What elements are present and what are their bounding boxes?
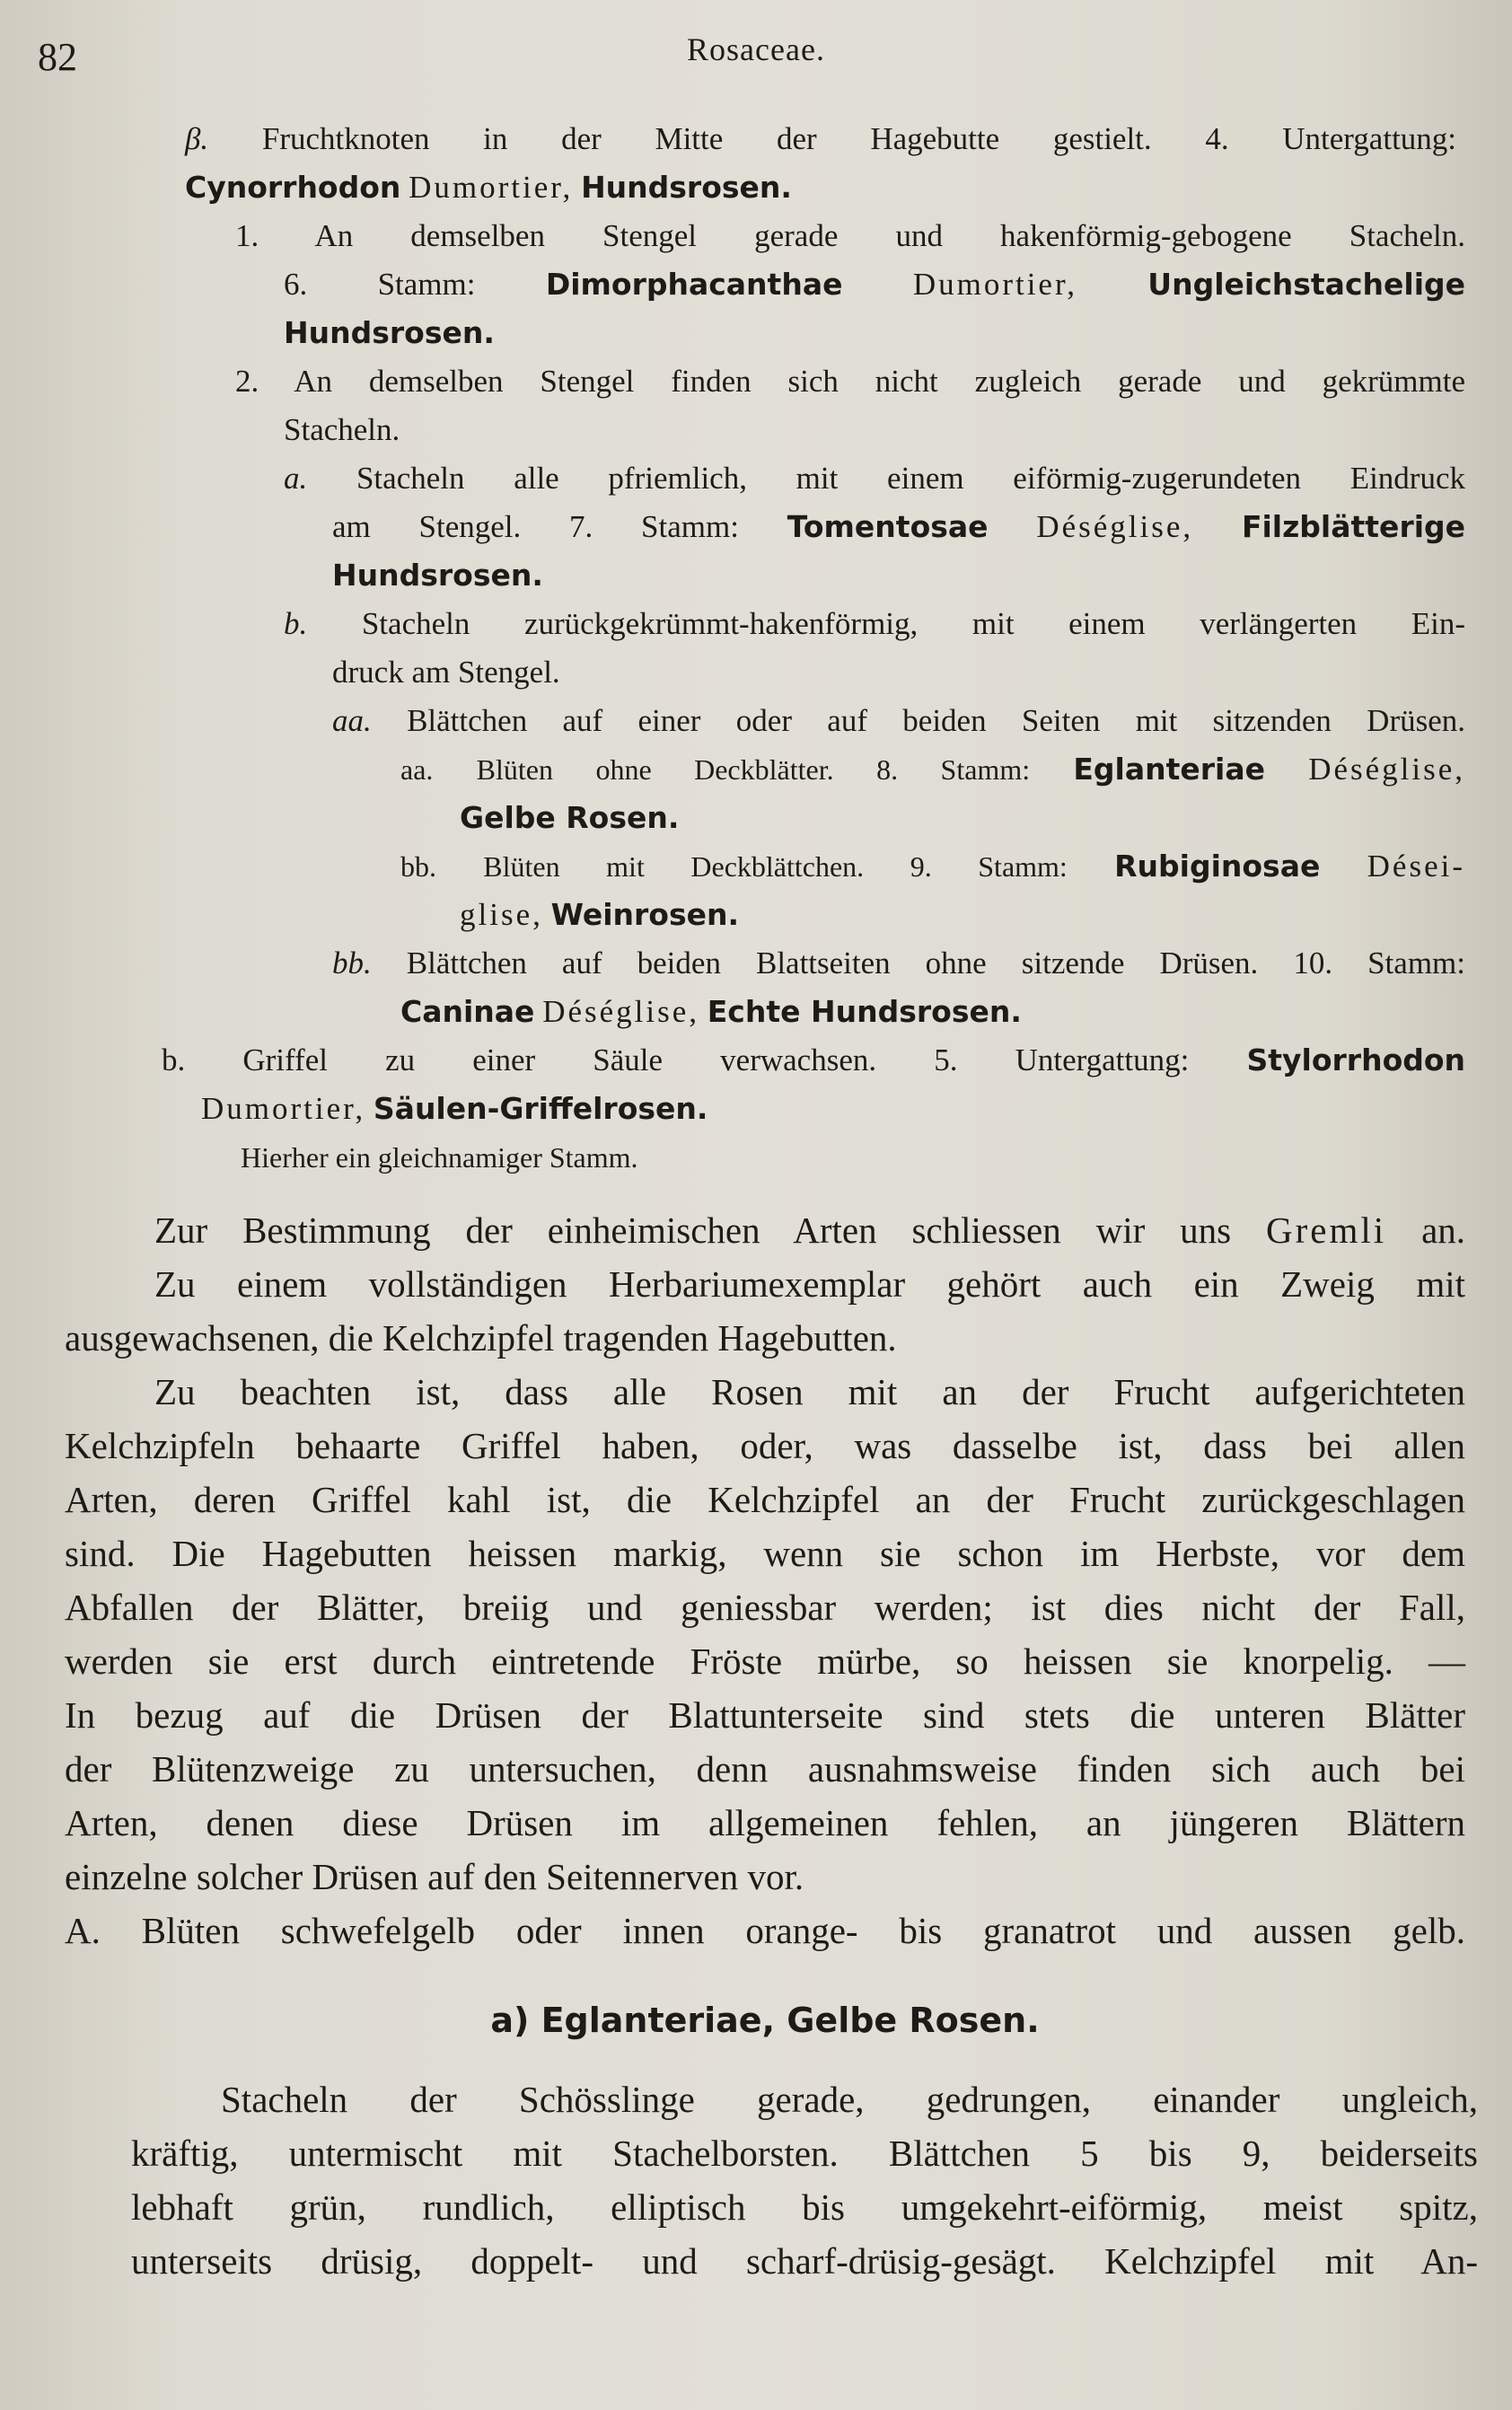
key-marker: 2.	[235, 364, 259, 399]
paragraph-2-line-1: Zu einem vollständigen Herbariumexemplar gehört auch ein Zweig mit	[154, 1263, 1465, 1305]
body-text	[65, 1203, 1478, 2288]
text-run: an.	[1421, 1209, 1466, 1251]
key-text: druck am Stengel.	[332, 655, 560, 690]
paragraph-2-line-2: ausgewachsenen, die Kelchzipfel tragenden Hagebutten.	[65, 1317, 897, 1359]
key-text: An demselben Stengel finden sich nicht zugleich gerade und gekrümmte	[294, 364, 1465, 399]
key-aa-line	[332, 697, 1465, 745]
common-name: Echte Hundsrosen.	[707, 994, 1022, 1029]
key-text: Stacheln zurückgekrümmt-hakenförmig, mit einem verlängerten Ein-	[361, 606, 1465, 641]
key-1-line-1	[235, 212, 1465, 260]
taxon-name: Eglanteriae	[1073, 752, 1265, 787]
key-marker: 1.	[235, 218, 259, 253]
common-name: Weinrosen.	[550, 897, 740, 932]
paragraph-3-line-4: sind. Die Hagebutten heissen markig, wenn sie schon im Herbste, vor dem	[65, 1533, 1465, 1574]
key-2-line-1	[235, 357, 1465, 406]
key-marker: aa.	[400, 753, 434, 786]
key-text: An demselben Stengel gerade und hakenförmig-gebogene Stacheln.	[314, 218, 1466, 253]
paragraph-3-line-3: Arten, deren Griffel kahl ist, die Kelchzipfel an der Frucht zurückgeschlagen	[65, 1479, 1465, 1520]
page-header	[0, 27, 1512, 81]
key-bb-line-2	[400, 988, 1465, 1036]
paragraph-3-line-1: Zu beachten ist, dass alle Rosen mit an der Frucht aufgerichteten	[154, 1371, 1465, 1412]
key-text: Blättchen auf einer oder auf beiden Seiten mit sitzenden Drüsen.	[407, 703, 1466, 738]
paragraph-3-line-6: werden sie erst durch eintretende Fröste mürbe, so heissen sie knorpelig. —	[65, 1640, 1465, 1682]
key-B-line-1	[162, 1036, 1465, 1085]
paragraph-3-line-8: der Blütenzweige zu untersuchen, denn ausnahmsweise finden sich auch bei	[65, 1748, 1465, 1790]
key-marker: bb.	[332, 946, 372, 981]
taxon-name: Caninae	[400, 994, 535, 1029]
key-aa1-line-1	[400, 745, 1465, 794]
common-name: Hundsrosen.	[284, 315, 495, 350]
key-b-line-1	[284, 600, 1465, 648]
key-text: Griffel zu einer Säule verwachsen. 5. Untergattung:	[242, 1042, 1190, 1077]
key-text: Blüten mit Deckblättchen. 9. Stamm:	[483, 850, 1068, 883]
taxon-name: Stylorrhodon	[1246, 1042, 1466, 1077]
key-marker: b.	[162, 1042, 186, 1077]
paragraph-3-line-10: einzelne solcher Drüsen auf den Seitennerven vor.	[65, 1856, 804, 1897]
section-heading: a) Eglanteriae, Gelbe Rosen.	[490, 2001, 1040, 2040]
key-text: Blüten ohne Deckblätter. 8. Stamm:	[476, 753, 1031, 786]
key-1-line-2	[284, 260, 1465, 309]
key-text: Stacheln.	[284, 412, 400, 447]
key-a-line-1	[284, 454, 1465, 503]
taxon-author: Dumortier,	[409, 170, 574, 205]
taxon-name: Cynorrhodon	[185, 170, 401, 205]
key-bb-line-1	[332, 939, 1465, 988]
paragraph-3-line-9: Arten, denen diese Drüsen im allgemeinen fehlen, an jüngeren Blättern	[65, 1802, 1465, 1843]
common-name: Säulen-Griffelrosen.	[373, 1091, 708, 1126]
key-marker: bb.	[400, 850, 436, 883]
description-line-2: kräftig, untermischt mit Stachelborsten. Blättchen 5 bis 9, beiderseits	[131, 2133, 1478, 2174]
stamm-label: 6. Stamm:	[284, 267, 476, 302]
key-marker: aa.	[332, 703, 372, 738]
taxon-author: Déséglise,	[1036, 509, 1194, 544]
text-run: Zur Bestimmung der einheimischen Arten schliessen wir uns	[154, 1209, 1232, 1251]
paragraph-1	[154, 1203, 1465, 1257]
key-a-line-3	[332, 551, 1465, 600]
taxon-author: Dumortier,	[201, 1091, 366, 1126]
description-line-1: Stacheln der Schösslinge gerade, gedrungen, einander ungleich,	[221, 2079, 1478, 2120]
key-B-note: Hierher ein gleichnamiger Stamm.	[241, 1141, 638, 1174]
key-beta-line-2	[185, 163, 1456, 212]
key-A-line: A. Blüten schwefelgelb oder innen orange- bis granatrot und aussen gelb.	[65, 1910, 1465, 1951]
taxon-author: glise,	[460, 897, 543, 932]
key-1-line-3	[284, 309, 1465, 357]
species-description	[131, 2072, 1478, 2288]
taxon-name: Dimorphacanthae	[545, 267, 843, 302]
taxon-name: Tomentosae	[787, 509, 989, 544]
key-b-line-2	[332, 648, 1465, 697]
key-text: Blättchen auf beiden Blattseiten ohne sitzende Drüsen. 10. Stamm:	[406, 946, 1465, 981]
key-aa1-line-2	[460, 794, 1465, 842]
common-name: Ungleichstachelige	[1147, 267, 1466, 302]
common-name: Hundsrosen.	[581, 170, 792, 205]
key-text: Fruchtknoten in der Mitte der Hagebutte gestielt. 4. Untergattung:	[261, 121, 1457, 156]
key-beta-line-1	[185, 115, 1456, 163]
identification-key	[65, 115, 1465, 1182]
key-marker: b.	[284, 606, 308, 641]
key-2-line-2	[284, 406, 1465, 454]
common-name: Hundsrosen.	[332, 558, 543, 593]
paragraph-3-line-5: Abfallen der Blätter, breiig und geniessbar werden; ist dies nicht der Fall,	[65, 1587, 1465, 1628]
key-text: am Stengel. 7. Stamm:	[332, 509, 739, 544]
description-line-3: lebhaft grün, rundlich, elliptisch bis umgekehrt-eiförmig, meist spitz,	[131, 2186, 1478, 2228]
key-marker: a.	[284, 461, 308, 496]
description-line-4: unterseits drüsig, doppelt- und scharf-drüsig-gesägt. Kelchzipfel mit An-	[131, 2240, 1478, 2282]
taxon-author: Déséglise,	[1308, 752, 1466, 787]
taxon-author: Déséglise,	[542, 994, 700, 1029]
common-name: Filzblätterige	[1241, 509, 1466, 544]
page-number: 82	[38, 35, 77, 79]
running-title: Rosaceae.	[687, 31, 825, 67]
key-a-line-2	[332, 503, 1465, 551]
key-bb1-line-1	[400, 842, 1465, 891]
paragraph-3-line-2: Kelchzipfeln behaarte Griffel haben, oder, was dasselbe ist, dass bei allen	[65, 1425, 1465, 1466]
taxon-author: Dumortier,	[912, 267, 1077, 302]
common-name: Gelbe Rosen.	[460, 800, 680, 835]
taxon-name: Rubiginosae	[1114, 849, 1321, 884]
author-name: Gremli	[1266, 1209, 1387, 1251]
key-marker: β.	[185, 121, 209, 156]
key-text: Stacheln alle pfriemlich, mit einem eiförmig-zugerundeten Eindruck	[356, 461, 1465, 496]
paragraph-3-line-7: In bezug auf die Drüsen der Blattunterseite sind stets die unteren Blätter	[65, 1694, 1465, 1736]
key-bb1-line-2	[460, 891, 1465, 939]
taxon-author: Dései-	[1367, 849, 1466, 884]
key-B-line-2	[201, 1085, 1465, 1133]
